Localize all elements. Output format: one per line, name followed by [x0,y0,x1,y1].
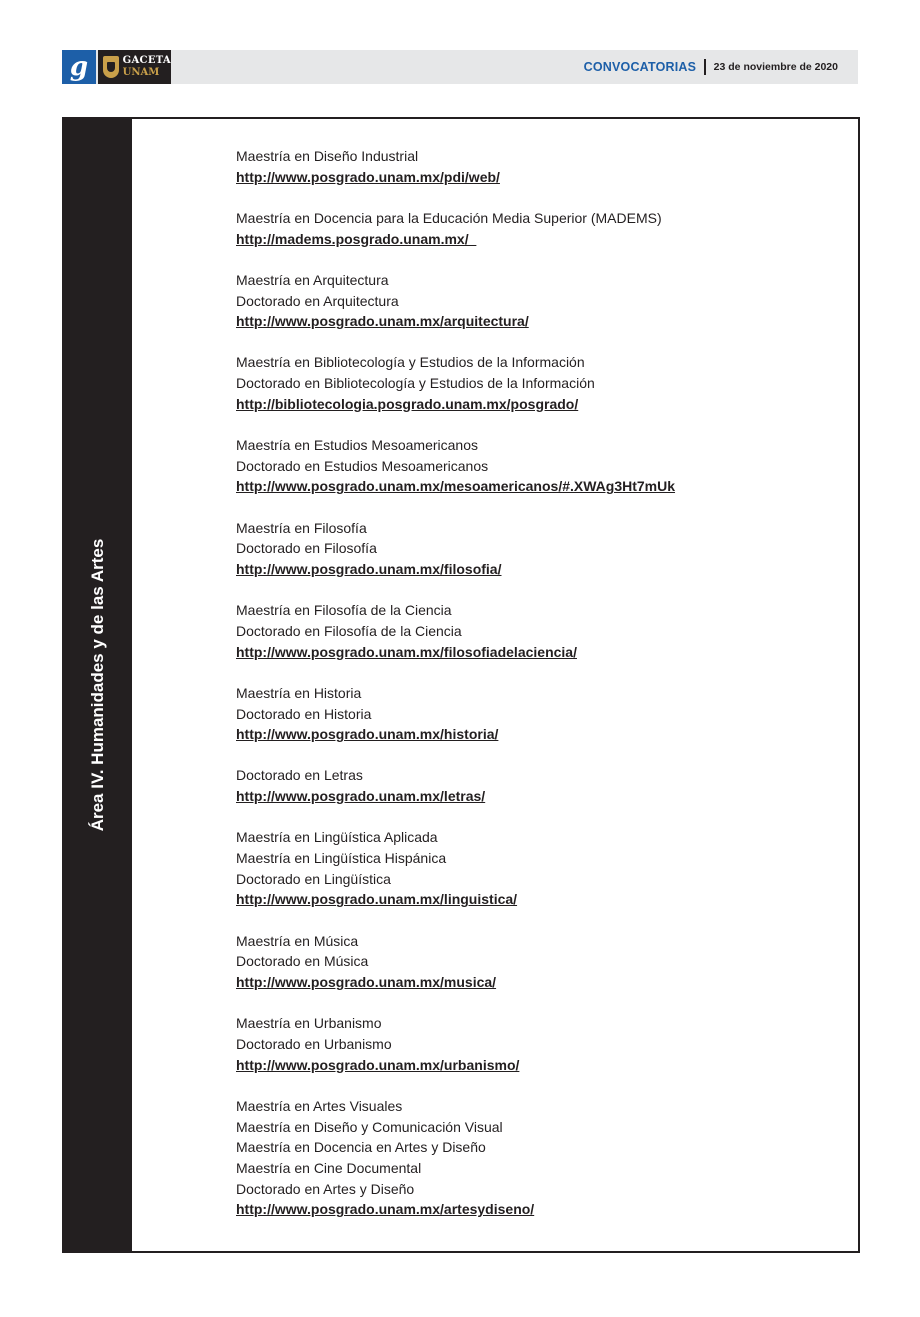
program-list [236,146,836,1241]
program-name: Doctorado en Filosofía de la Ciencia [236,622,462,639]
program-group [236,435,836,497]
program-group [236,600,836,662]
program-name: Maestría en Docencia en Artes y Diseño [236,1139,486,1156]
program-name: Maestría en Cine Documental [236,1160,422,1177]
program-name: Maestría en Artes Visuales [236,1097,403,1114]
program-name: Maestría en Lingüística Aplicada [236,829,438,846]
program-url-link[interactable]: http://madems.posgrado.unam.mx/ [236,230,477,247]
program-url-link[interactable]: http://www.posgrado.unam.mx/urbanismo/ [236,1056,520,1073]
program-name: Doctorado en Filosofía [236,540,377,557]
program-group [236,1013,836,1075]
program-name: Maestría en Filosofía de la Ciencia [236,602,452,619]
logo-letter: g [69,52,89,82]
program-url-link[interactable]: http://www.posgrado.unam.mx/filosofia/ [236,561,502,578]
program-name: Maestría en Urbanismo [236,1015,382,1032]
program-name: Maestría en Diseño Industrial [236,148,419,164]
program-group [236,1096,836,1220]
program-name: Maestría en Lingüística Hispánica [236,850,447,867]
unam-shield-icon [103,56,119,78]
program-group [236,827,836,910]
issue-date: 23 de noviembre de 2020 [713,61,838,73]
program-group [236,270,836,332]
program-url-link[interactable]: http://www.posgrado.unam.mx/musica/ [236,974,497,991]
gaceta-unam-logo [98,50,171,84]
program-group [236,518,836,580]
program-url-link[interactable]: http://bibliotecologia.posgrado.unam.mx/posgrado/ [236,395,579,412]
program-group [236,208,836,249]
logo-unam-text: UNAM [122,67,160,78]
program-name: Maestría en Música [236,932,359,949]
program-name: Doctorado en Música [236,953,369,970]
program-name: Doctorado en Arquitectura [236,292,399,309]
program-name: Doctorado en Historia [236,705,372,722]
program-url-link[interactable]: http://www.posgrado.unam.mx/arquitectura/ [236,313,529,330]
program-name: Doctorado en Artes y Diseño [236,1180,415,1197]
program-url-link[interactable]: http://www.posgrado.unam.mx/pdi/web/ [236,168,500,185]
program-name: Doctorado en Lingüística [236,870,391,887]
program-name: Doctorado en Urbanismo [236,1036,392,1052]
program-name: Maestría en Arquitectura [236,271,389,288]
program-url-link[interactable]: http://www.posgrado.unam.mx/artesydiseno/ [236,1201,535,1218]
program-name: Maestría en Docencia para la Educación Media Superior (MADEMS) [236,209,662,226]
program-url-link[interactable]: http://www.posgrado.unam.mx/mesoamericanos/#.XWAg3Ht7mUk [236,478,676,495]
page-header [62,50,858,84]
program-url-link[interactable]: http://www.posgrado.unam.mx/linguistica/ [236,891,518,908]
section-name: CONVOCATORIAS [583,60,697,74]
area-sidebar [64,119,132,1251]
gaceta-g-logo [62,50,96,84]
program-group [236,352,836,414]
program-group [236,146,836,187]
program-name: Doctorado en Letras [236,767,363,784]
program-name: Doctorado en Estudios Mesoamericanos [236,457,489,474]
program-group [236,683,836,745]
header-divider [704,59,706,75]
content-frame [62,117,860,1253]
area-title: Área IV. Humanidades y de las Artes [88,538,107,832]
logo-gaceta-text: GACETA [122,55,171,66]
program-group [236,931,836,993]
program-url-link[interactable]: http://www.posgrado.unam.mx/filosofiadelaciencia/ [236,643,577,660]
program-name: Doctorado en Bibliotecología y Estudios de la Información [236,375,595,392]
program-name: Maestría en Historia [236,684,362,701]
program-url-link[interactable]: http://www.posgrado.unam.mx/historia/ [236,726,499,743]
program-url-link[interactable]: http://www.posgrado.unam.mx/letras/ [236,788,486,805]
program-name: Maestría en Diseño y Comunicación Visual [236,1118,503,1135]
program-name: Maestría en Bibliotecología y Estudios de la Información [236,354,585,371]
program-group [236,765,836,806]
program-name: Maestría en Filosofía [236,519,367,536]
program-name: Maestría en Estudios Mesoamericanos [236,437,478,454]
